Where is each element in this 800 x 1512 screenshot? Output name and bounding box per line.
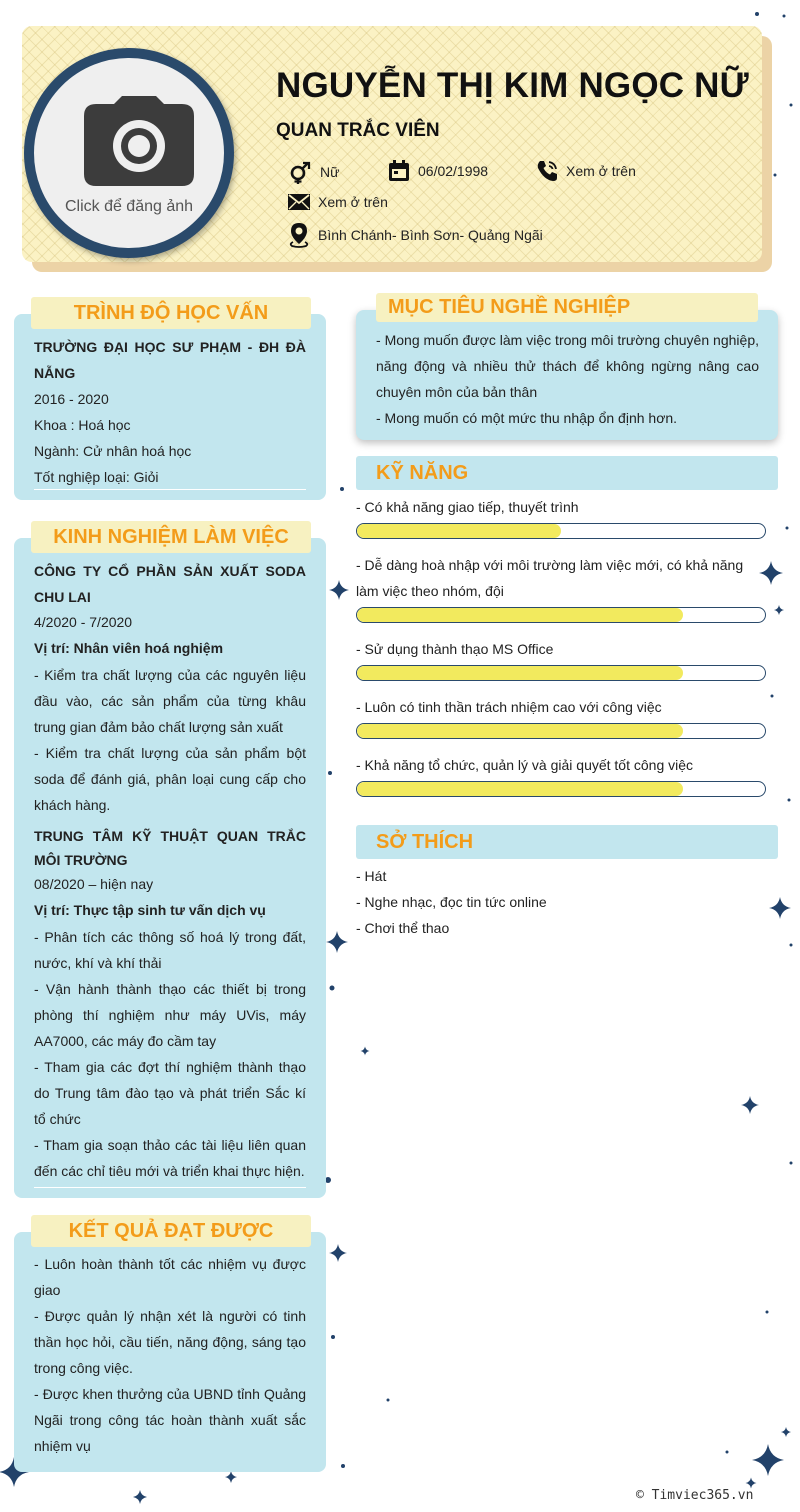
objective-title: MỤC TIÊU NGHỀ NGHIỆP bbox=[376, 293, 758, 322]
hobby-item: - Nghe nhạc, đọc tin tức online bbox=[356, 894, 547, 910]
skill-label: - Dễ dàng hoà nhập với môi trường làm việc mới, có khả năng làm việc theo nhóm, đội bbox=[356, 557, 744, 599]
skill-bar bbox=[356, 723, 766, 739]
divider bbox=[34, 489, 306, 490]
camera-icon bbox=[84, 96, 194, 186]
education-grade: Tốt nghiệp loại: Giỏi bbox=[34, 469, 159, 485]
gender-info bbox=[288, 160, 339, 184]
education-title: TRÌNH ĐỘ HỌC VẤN bbox=[31, 297, 311, 329]
skill-bar-fill bbox=[357, 524, 561, 538]
experience-job-2 bbox=[34, 824, 306, 1184]
job-period: 08/2020 – hiện nay bbox=[34, 876, 154, 892]
job-position: Vị trí: Nhân viên hoá nghiệm bbox=[34, 640, 224, 656]
avatar-caption: Click để đăng ảnh bbox=[64, 198, 194, 215]
hobby-item: - Hát bbox=[356, 868, 387, 884]
skill-label: - Sử dụng thành thạo MS Office bbox=[356, 641, 554, 657]
address-value: Bình Chánh- Bình Sơn- Quảng Ngãi bbox=[318, 227, 543, 243]
skill-bar bbox=[356, 607, 766, 623]
skill-bar-fill bbox=[357, 608, 683, 622]
skills-title: KỸ NĂNG bbox=[376, 462, 469, 484]
job-title: QUAN TRẮC VIÊN bbox=[276, 120, 440, 141]
address-info bbox=[288, 222, 543, 248]
footer-credit[interactable]: © Timviec365.vn bbox=[636, 1488, 754, 1503]
birthday-value: 06/02/1998 bbox=[418, 163, 489, 179]
achievements-content bbox=[34, 1251, 306, 1459]
gender-value: Nữ bbox=[320, 164, 340, 180]
calendar-icon bbox=[388, 160, 410, 182]
email-value: Xem ở trên bbox=[318, 194, 388, 210]
company-name: CÔNG TY CỔ PHẦN SẢN XUẤT SODA CHU LAI bbox=[34, 563, 306, 605]
school-name: TRƯỜNG ĐẠI HỌC SƯ PHẠM - ĐH ĐÀ NẴNG bbox=[34, 339, 306, 381]
experience-job-1 bbox=[34, 558, 306, 818]
objective-content bbox=[376, 327, 759, 431]
achievement-item: - Luôn hoàn thành tốt các nhiệm vụ được giao bbox=[34, 1256, 306, 1298]
skill-bar-fill bbox=[357, 724, 683, 738]
education-faculty: Khoa : Hoá học bbox=[34, 417, 131, 433]
skill-label: - Khả năng tổ chức, quản lý và giải quyết tốt công việc bbox=[356, 757, 694, 773]
education-period: 2016 - 2020 bbox=[34, 391, 109, 407]
company-name: TRUNG TÂM KỸ THUẬT QUAN TRẮC MÔI TRƯỜNG bbox=[34, 828, 306, 868]
skill-bar bbox=[356, 523, 766, 539]
experience-title: KINH NGHIỆM LÀM VIỆC bbox=[31, 521, 311, 553]
job-period: 4/2020 - 7/2020 bbox=[34, 614, 133, 630]
skill-bar bbox=[356, 781, 766, 797]
job-duty: - Vận hành thành thạo các thiết bị trong phòng thí nghiệm như máy UVis, máy AA7000, các máy đo cầm tay bbox=[34, 981, 306, 1049]
hobbies-title: SỞ THÍCH bbox=[376, 831, 474, 853]
education-major: Ngành: Cử nhân hoá học bbox=[34, 443, 192, 459]
skill-label: - Có khả năng giao tiếp, thuyết trình bbox=[356, 499, 579, 515]
skill-bar bbox=[356, 665, 766, 681]
job-duty: - Phân tích các thông số hoá lý trong đất, nước, khí và khí thải bbox=[34, 929, 306, 971]
phone-info bbox=[536, 160, 636, 182]
skill-label: - Luôn có tinh thần trách nhiệm cao với công việc bbox=[356, 699, 662, 715]
job-duty: - Kiểm tra chất lượng của các nguyên liệu đầu vào, các sản phẩm của từng khâu trung gian đảm bảo chất lượng sản xuất bbox=[34, 667, 306, 735]
education-content bbox=[34, 334, 306, 490]
location-pin-icon bbox=[288, 222, 310, 248]
job-duty: - Kiểm tra chất lượng của sản phẩm bột soda để đánh giá, phân loại cung cấp cho khách hàng. bbox=[34, 745, 306, 813]
achievements-title: KẾT QUẢ ĐẠT ĐƯỢC bbox=[31, 1215, 311, 1247]
phone-value: Xem ở trên bbox=[566, 163, 636, 179]
objective-item: - Mong muốn được làm việc trong môi trường chuyên nghiệp, năng động và nhiều thử thách để không ngừng nâng cao chuyên môn của bản thân bbox=[376, 332, 759, 400]
birthday-info bbox=[388, 160, 488, 182]
job-duty: - Tham gia soạn thảo các tài liệu liên quan đến các chỉ tiêu mới và triển khai thực hiện. bbox=[34, 1137, 306, 1179]
avatar-upload[interactable] bbox=[24, 48, 234, 258]
hobbies-content bbox=[356, 863, 756, 941]
achievement-item: - Được quản lý nhận xét là người có tinh thần học hỏi, cầu tiến, năng động, sáng tạo trong công việc. bbox=[34, 1308, 306, 1376]
phone-icon bbox=[536, 160, 558, 182]
skill-bar-fill bbox=[357, 666, 683, 680]
job-position: Vị trí: Thực tập sinh tư vấn dịch vụ bbox=[34, 902, 266, 918]
job-duty: - Tham gia các đợt thí nghiệm thành thạo do Trung tâm đào tạo và phát triển Sắc kí tổ chức bbox=[34, 1059, 306, 1127]
skill-bar-fill bbox=[357, 782, 683, 796]
objective-item: - Mong muốn có một mức thu nhập ổn định hơn. bbox=[376, 410, 678, 426]
email-icon bbox=[288, 193, 310, 211]
achievement-item: - Được khen thưởng của UBND tỉnh Quảng Ngãi trong công tác hoàn thành xuất sắc nhiệm vụ bbox=[34, 1386, 306, 1454]
email-info bbox=[288, 193, 388, 211]
gender-icon bbox=[288, 160, 312, 184]
divider bbox=[34, 1187, 306, 1188]
hobby-item: - Chơi thể thao bbox=[356, 920, 450, 936]
candidate-name: NGUYỄN THỊ KIM NGỌC NỮ bbox=[276, 66, 749, 105]
